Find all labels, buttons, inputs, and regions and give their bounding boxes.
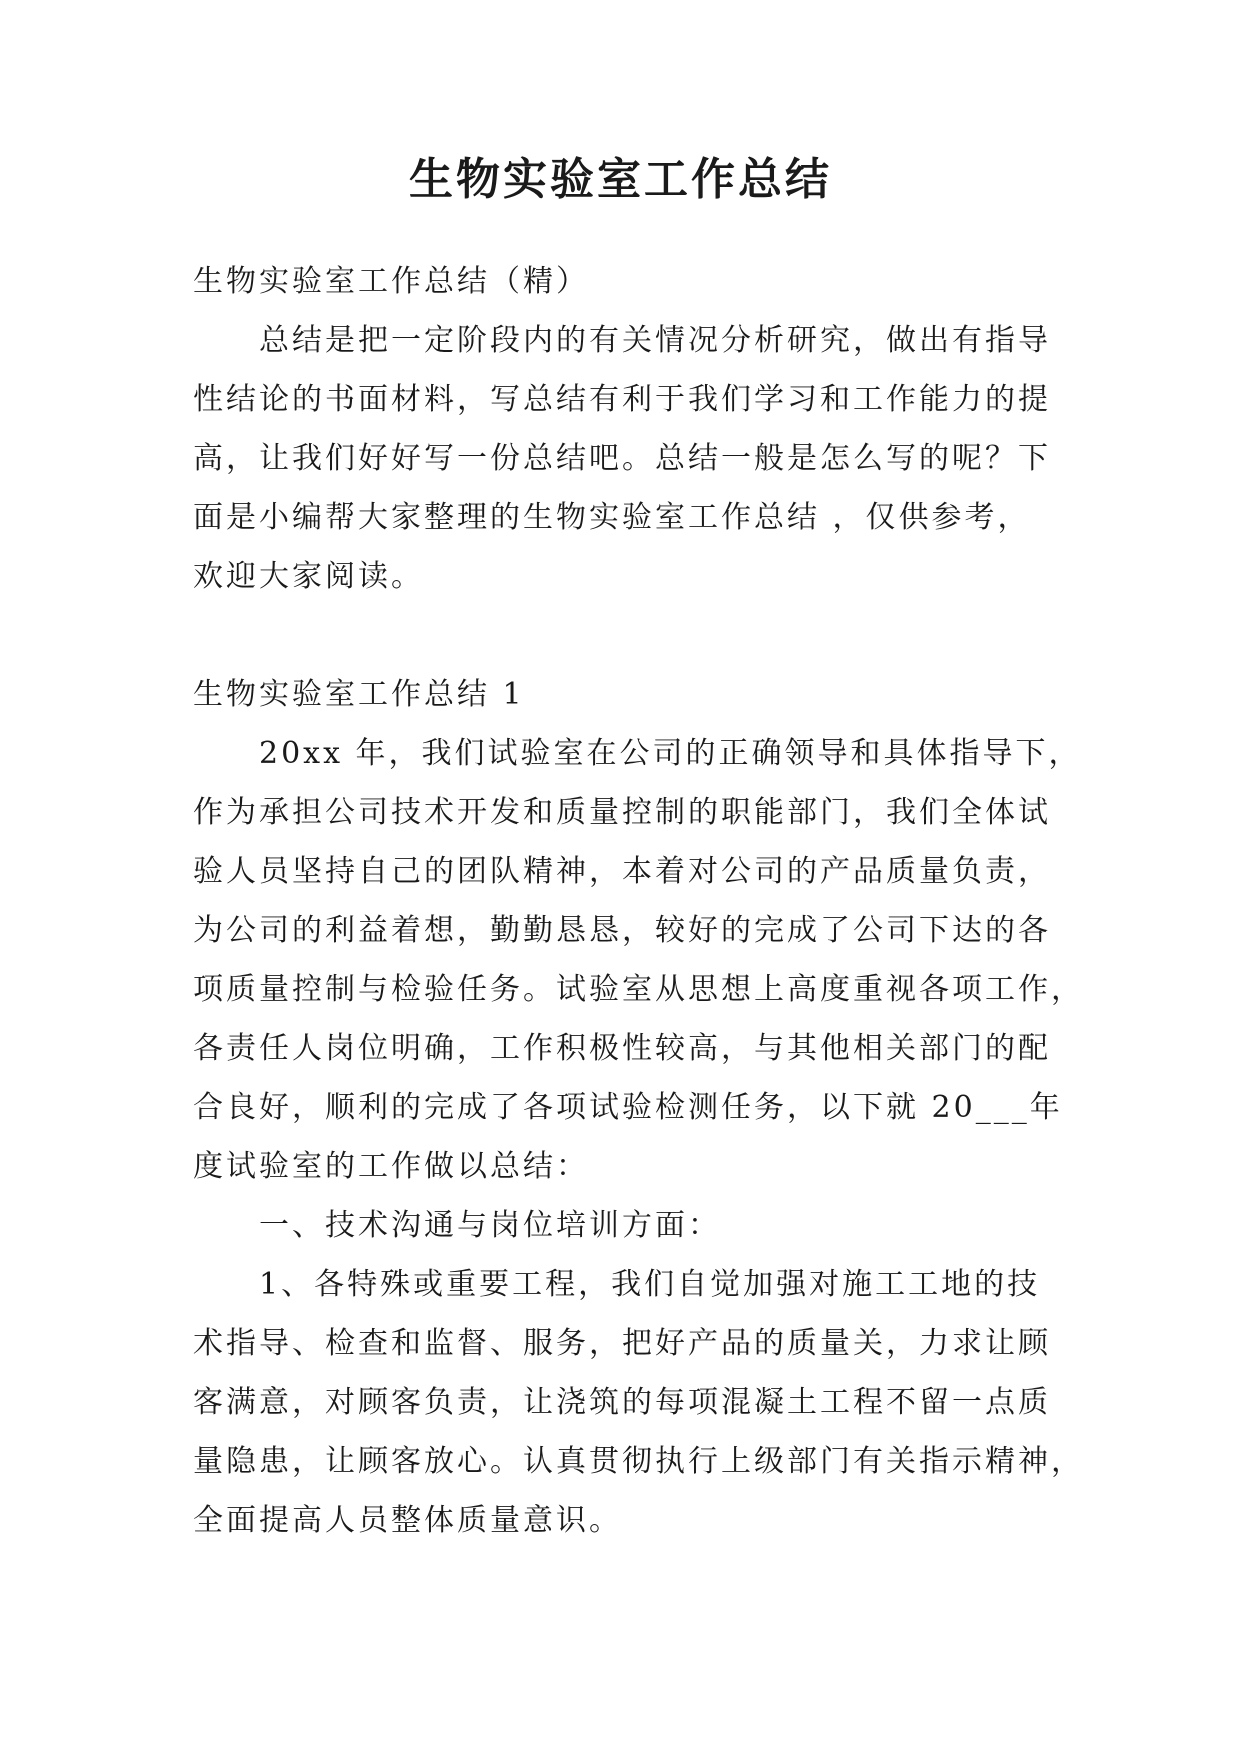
paragraph-line: 术指导、检查和监督、服务，把好产品的质量关，力求让顾 — [193, 1326, 1051, 1361]
intro-line: 高，让我们好好写一份总结吧。总结一般是怎么写的呢？下 — [193, 441, 1051, 476]
document-body — [193, 252, 1084, 1550]
paragraph-line: 各责任人岗位明确，工作积极性较高，与其他相关部门的配 — [193, 1031, 1051, 1066]
intro-line: 面是小编帮大家整理的生物实验室工作总结 ，仅供参考， — [193, 500, 1031, 535]
paragraph-line: 为公司的利益着想，勤勤恳恳，较好的完成了公司下达的各 — [193, 913, 1051, 948]
paragraph-line: 验人员坚持自己的团队精神，本着对公司的产品质量负责， — [193, 854, 1051, 889]
paragraph-line: 全面提高人员整体质量意识。 — [193, 1503, 622, 1538]
paragraph-line: 合良好，顺利的完成了各项试验检测任务，以下就 20___年 — [193, 1090, 1063, 1125]
subheading: 一、技术沟通与岗位培训方面： — [259, 1208, 721, 1243]
intro-line: 欢迎大家阅读。 — [193, 559, 424, 594]
intro-line: 总结是把一定阶段内的有关情况分析研究，做出有指导 — [259, 323, 1051, 358]
section-heading: 生物实验室工作总结 1 — [193, 677, 525, 712]
intro-line: 性结论的书面材料，写总结有利于我们学习和工作能力的提 — [193, 382, 1051, 417]
paragraph-line: 20xx 年，我们试验室在公司的正确领导和具体指导下， — [259, 736, 1082, 771]
paragraph-line: 1、各特殊或重要工程，我们自觉加强对施工工地的技 — [259, 1267, 1041, 1302]
paragraph-line: 量隐患，让顾客放心。认真贯彻执行上级部门有关指示精神， — [193, 1444, 1084, 1479]
paragraph-line: 项质量控制与检验任务。试验室从思想上高度重视各项工作， — [193, 972, 1084, 1007]
intro-heading: 生物实验室工作总结（精） — [193, 264, 589, 299]
paragraph-line: 作为承担公司技术开发和质量控制的职能部门，我们全体试 — [193, 795, 1051, 830]
document-title: 生物实验室工作总结 — [409, 154, 832, 205]
paragraph-line: 度试验室的工作做以总结： — [193, 1149, 589, 1184]
paragraph-line: 客满意，对顾客负责，让浇筑的每项混凝土工程不留一点质 — [193, 1385, 1051, 1420]
spacer — [193, 606, 1073, 665]
